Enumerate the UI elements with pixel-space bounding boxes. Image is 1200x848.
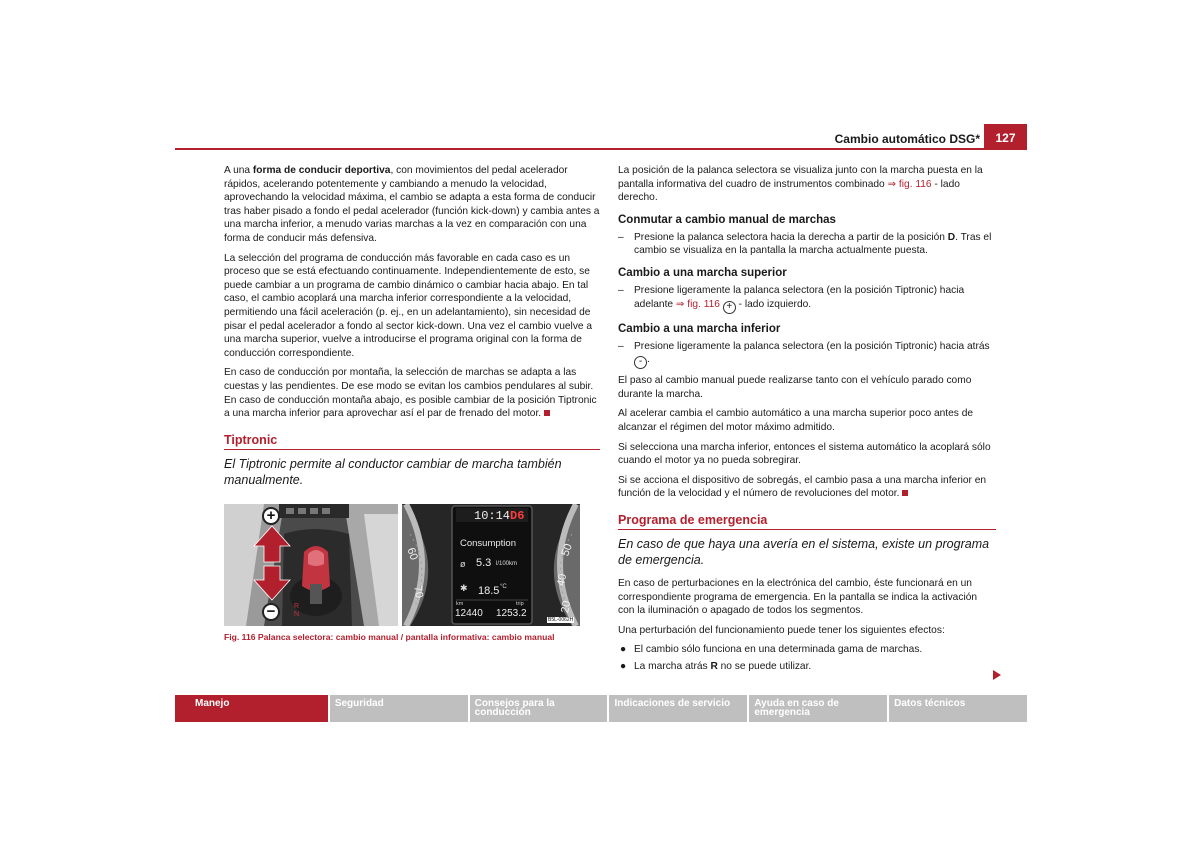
step-manual-mode (618, 231, 996, 258)
display-trip-label: trip (516, 601, 524, 607)
display-gear: D6 (510, 509, 525, 523)
footer-tab-consejos[interactable] (470, 695, 608, 722)
step-upshift (618, 284, 996, 314)
end-of-section-icon (544, 410, 550, 416)
text-run: - lado derecho. (618, 178, 960, 204)
figure-caption: Fig. 116 Palanca selectora: cambio manual / pantalla informativa: cambio manual (224, 632, 555, 642)
gauge-label-left-2: 70 (411, 584, 426, 600)
figure-code: B5L-0062H (548, 617, 574, 623)
page-number: 127 (995, 131, 1016, 145)
text-run: A una (224, 165, 253, 176)
svg-text:N: N (294, 611, 300, 618)
footer-tab-label: Manejo (195, 698, 230, 709)
end-of-section-icon (902, 490, 908, 496)
gauge-label-right-2: 40 (555, 572, 570, 588)
text-run: , con movimientos del pedal acelerador rápidos, acelerando potentemente y cambiando a menudo la velocidad, aprovechando la velocidad máxima, el cambio se adapta a esta forma de conducir tras haber pisado a fondo el pedal acelerador (función kick-down) y cambia antes a una marcha inferior, a menudo varias marchas a la vez en comparación con una forma de conducir más defensiva. (224, 165, 600, 244)
dash-marker: – (618, 340, 624, 352)
text-run: Presione la palanca selectora hacia la derecha a partir de la posición (634, 231, 948, 243)
display-km-label: km (456, 601, 464, 607)
section-heading-emergency: Programa de emergencia (618, 513, 996, 530)
figure-information-display (402, 504, 580, 626)
footer-tab-label: Consejos para la conducción (474, 698, 555, 718)
display-consumption-unit: l/100km (496, 561, 518, 567)
text-run: Presione ligeramente la palanca selectora (en la posición Tiptronic) hacia adelante (634, 284, 965, 310)
bold-term: R (710, 660, 718, 672)
paragraph-mountain-driving (224, 366, 600, 420)
minus-sign: − (266, 603, 276, 620)
bullet-reverse (618, 660, 996, 674)
gauge-label-right-1: 50 (559, 542, 575, 558)
paragraph-program-selection: La selección del programa de conducción más favorable en cada caso es un proceso que se está efectuando continuamente. Independientemente de esto, se puede cambiar a un programa de cambio dinámico o cambiar hacia abajo. En tal caso, el cambio acoplará una marcha inferior correspondiente a la velocidad, permitiendo una fácil aceleración (p. ej., en un adelantamiento), sin necesidad de pisar el pedal acelerador a fondo al sector kick-down. Una vez el cambio vuelve a una marcha superior, vuelve a introducirse el programa original con la forma de conducción correspondiente. (224, 252, 593, 359)
header-rule (175, 148, 1027, 150)
text-run: La marcha atrás (634, 660, 711, 672)
paragraph-sport-driving (224, 164, 600, 246)
text-run: . (647, 354, 650, 366)
figure-reference-link[interactable]: ⇒ fig. 116 (887, 178, 932, 190)
text-run: Presione ligeramente la palanca selectora (en la posición Tiptronic) hacia atrás (634, 340, 990, 352)
step-downshift (618, 340, 996, 370)
plus-icon (262, 507, 280, 525)
bullet-reverse-text (634, 661, 811, 672)
bullet-marker: ● (620, 660, 627, 672)
bold-term: forma de conducir deportiva (252, 165, 391, 176)
right-column (618, 164, 996, 676)
footer-tab-manejo[interactable] (175, 695, 328, 722)
footer-tab-ayuda[interactable] (749, 695, 887, 722)
figure-gear-lever (224, 504, 398, 626)
paragraph-kickdown (618, 474, 996, 501)
minus-icon (262, 603, 280, 621)
step-manual-text (634, 232, 991, 257)
footer-tab-label: Ayuda en caso de emergencia (754, 698, 839, 718)
consumption-icon: ø (460, 559, 466, 569)
heading-upshift: Cambio a una marcha superior (618, 266, 787, 279)
text-run: - lado izquierdo. (735, 298, 812, 310)
paragraph-downshift-protection: Si selecciona una marcha inferior, entonces el sistema automático la acoplará sólo cuando el motor ya no pueda sobregirar. (618, 441, 991, 467)
footer-tab-label: Seguridad (334, 698, 384, 709)
display-temperature: 18.5 (478, 585, 500, 597)
paragraph-auto-upshift: Al acelerar cambia el cambio automático a una marcha superior poco antes de alcanzar el régimen del motor máximo admitido. (618, 408, 974, 433)
display-title: Consumption (460, 538, 516, 549)
footer-tab-seguridad[interactable] (330, 695, 468, 722)
footer-nav (175, 695, 1027, 722)
footer-tab-label: Indicaciones de servicio (614, 698, 731, 709)
svg-text:R: R (294, 603, 300, 610)
display-temperature-unit: °C (500, 584, 507, 590)
step-upshift-text (634, 285, 964, 310)
bullet-gear-range (618, 643, 996, 657)
section-heading-tiptronic: Tiptronic (224, 433, 600, 450)
display-clock: 10:14 (474, 509, 511, 523)
gauge-label-right-3: 20 (559, 599, 574, 615)
paragraph-display-position (618, 164, 996, 205)
gauge-label-left-1: 60 (404, 546, 420, 562)
display-consumption: 5.3 (476, 557, 492, 569)
emergency-lead: En caso de que haya una avería en el sistema, existe un programa de emergencia. (618, 536, 990, 568)
text-run: no se puede utilizar. (717, 660, 812, 672)
bold-term: D (947, 231, 956, 243)
plus-sign: + (266, 507, 276, 524)
display-trip: 1253.2 (496, 608, 527, 619)
paragraph-emergency-2: Una perturbación del funcionamiento puede tener los siguientes efectos: (618, 624, 945, 636)
heading-downshift: Cambio a una marcha inferior (618, 322, 781, 335)
running-header-title: Cambio automático DSG* (834, 132, 980, 146)
footer-tab-datos[interactable] (889, 695, 1027, 722)
plus-circle-icon: + (723, 301, 736, 314)
temperature-icon: ✱ (460, 583, 468, 593)
bullet-gear-range-text: El cambio sólo funciona en una determinada gama de marchas. (634, 644, 923, 656)
gear-lever-illustration (224, 504, 398, 626)
step-downshift-text (634, 341, 990, 366)
display-odometer: 12440 (455, 608, 483, 619)
text-run: . Tras el cambio se visualiza en la pantalla la marcha actualmente puesta. (634, 231, 992, 257)
left-column (224, 164, 600, 497)
paragraph-emergency-1: En caso de perturbaciones en la electrónica del cambio, éste funcionará en un correspondiente programa de emergencia. En la pantalla se indica la activación con la iluminación o apagado de todos los segmentos. (618, 577, 978, 617)
footer-tab-label: Datos técnicos (894, 698, 966, 709)
figure-reference-link[interactable]: ⇒ fig. 116 (675, 298, 720, 310)
continue-arrow-icon (993, 670, 1001, 680)
paragraph-mountain-text: En caso de conducción por montaña, la selección de marchas se adapta a las cuestas y las pendientes. De ese modo se evitan los cambios pendulares al subir. En caso de conducción montaña abajo, es posible cambiar de la posición Tiptronic a una marcha inferior para aprovechar así el par de frenado del motor. (224, 367, 597, 420)
bullet-marker: ● (620, 644, 627, 656)
paragraph-kickdown-text: Si se acciona el dispositivo de sobregás, el cambio pasa a una marcha inferior en función de la velocidad y el número de revoluciones del motor. (618, 474, 987, 500)
dash-marker: – (618, 284, 624, 296)
minus-circle-icon: - (634, 356, 647, 369)
paragraph-manual-while-stopped: El paso al cambio manual puede realizarse tanto con el vehículo parado como durante la marcha. (618, 375, 972, 400)
dash-marker: – (618, 231, 624, 243)
text-run: La posición de la palanca selectora se visualiza junto con la marcha puesta en la pantalla informativa del cuadro de instrumentos combinado (618, 165, 983, 190)
tiptronic-lead: El Tiptronic permite al conductor cambiar de marcha también manualmente. (224, 456, 562, 488)
footer-tab-indicaciones[interactable] (609, 695, 747, 722)
heading-manual-mode: Conmutar a cambio manual de marchas (618, 213, 836, 226)
